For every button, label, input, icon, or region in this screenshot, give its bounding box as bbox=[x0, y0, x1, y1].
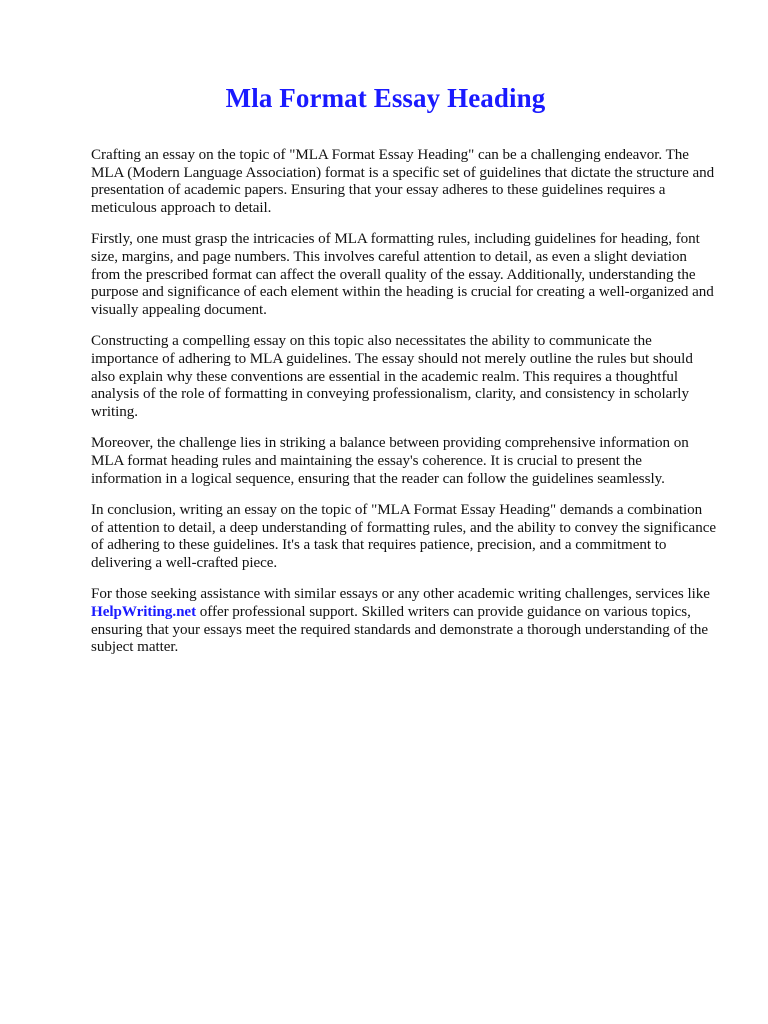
paragraph-conclusion: In conclusion, writing an essay on the topic of "MLA Format Essay Heading" demands a combination of attention to detail, a deep understanding of formatting rules, and the ability to convey the significance of adhering to these guidelines. It's a task that requires patience, precision, and a commitment to delivering a well-crafted piece. bbox=[91, 502, 716, 571]
helpwriting-link[interactable]: HelpWriting.net bbox=[91, 604, 197, 621]
paragraph-formatting-rules: Firstly, one must grasp the intricacies of MLA formatting rules, including guidelines for heading, font size, margins, and page numbers. This involves careful attention to detail, as even a slight deviation from the prescribed format can affect the overall quality of the essay. Additionally, understanding the purpose and significance of each element within the heading is crucial for creating a well-organized and visually appealing document. bbox=[91, 231, 714, 318]
document-title: Mla Format Essay Heading bbox=[225, 83, 546, 113]
paragraph-assistance bbox=[91, 586, 716, 656]
document-body bbox=[91, 147, 716, 657]
paragraph-intro: Crafting an essay on the topic of "MLA Format Essay Heading" can be a challenging endeavor. The MLA (Modern Language Association) format is a specific set of guidelines that dictate the structure and presentation of academic papers. Ensuring that your essay adheres to these guidelines requires a meticulous approach to detail. bbox=[91, 147, 715, 216]
paragraph-challenge: Moreover, the challenge lies in striking a balance between providing comprehensive information on MLA format heading rules and maintaining the essay's coherence. It is crucial to present the information in a logical sequence, ensuring that the reader can follow the guidelines seamlessly. bbox=[91, 435, 689, 487]
assistance-text-after: offer professional support. Skilled writers can provide guidance on various topics, ensuring that your essays meet the required standards and demonstrate a thorough understanding of the subject matter. bbox=[91, 604, 708, 656]
assistance-text-before: For those seeking assistance with similar essays or any other academic writing challenges, services like bbox=[91, 586, 710, 603]
paragraph-compelling-essay: Constructing a compelling essay on this topic also necessitates the ability to communicate the importance of adhering to MLA guidelines. The essay should not merely outline the rules but should also explain why these conventions are essential in the academic realm. This requires a thoughtful analysis of the role of formatting in conveying professionalism, clarity, and consistency in scholarly writing. bbox=[91, 333, 693, 420]
